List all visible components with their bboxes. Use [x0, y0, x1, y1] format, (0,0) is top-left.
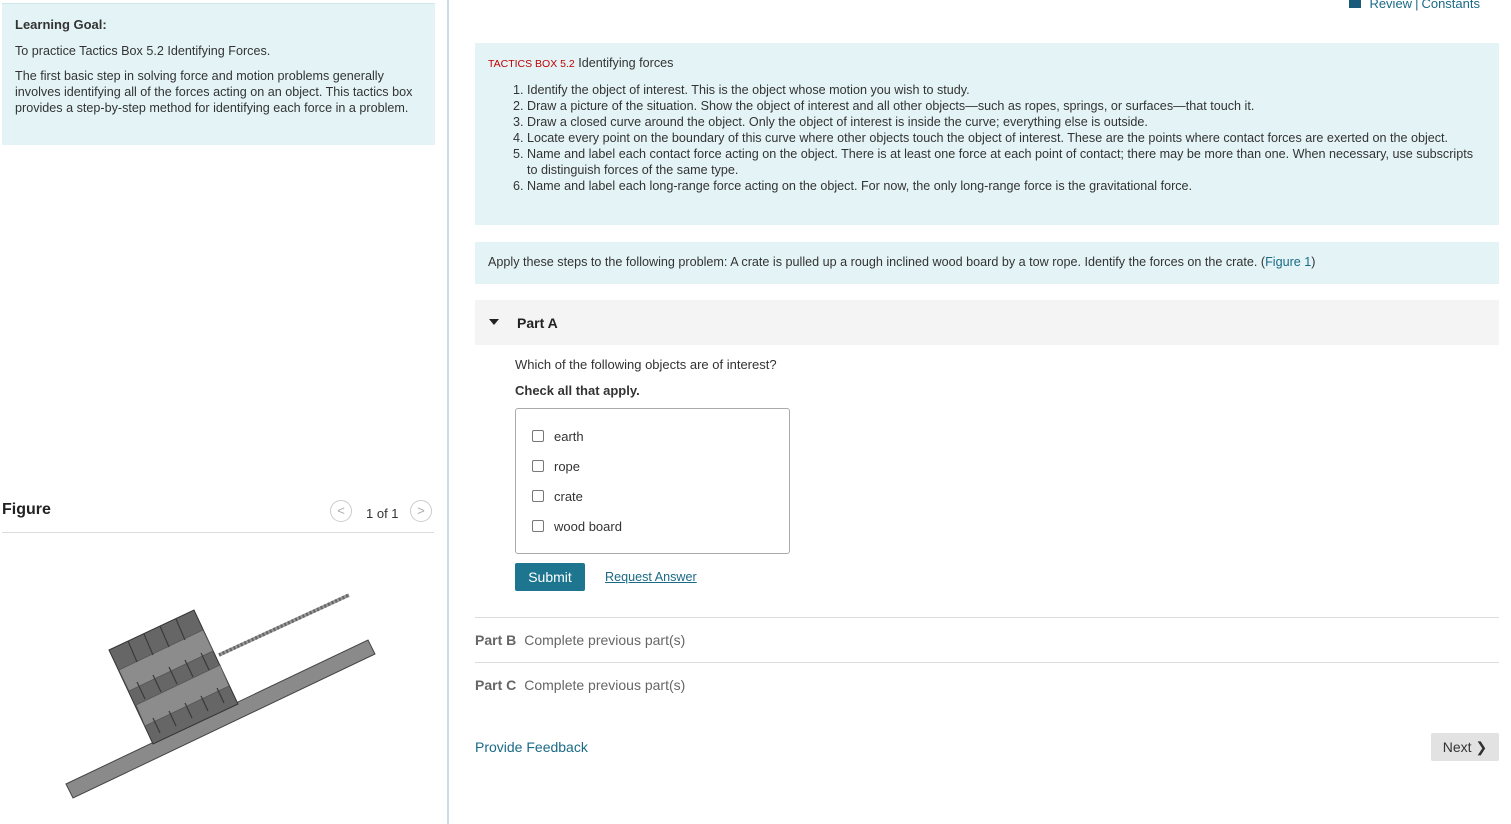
request-answer-link[interactable]: Request Answer [605, 570, 697, 584]
option-crate[interactable] [532, 486, 583, 506]
divider [475, 662, 1499, 663]
left-panel [0, 0, 447, 824]
part-a-header[interactable] [475, 300, 1499, 345]
figure-title: Figure [2, 501, 51, 518]
part-b-row [475, 632, 685, 648]
part-a-question: Which of the following objects are of interest? [515, 357, 777, 372]
column-divider [447, 0, 449, 824]
option-label: rope [554, 458, 581, 474]
part-b-label: Part B [475, 632, 517, 648]
part-c-label: Part C [475, 677, 517, 693]
provide-feedback-link[interactable]: Provide Feedback [475, 739, 588, 755]
option-wood-board[interactable] [532, 516, 622, 536]
chevron-right-icon: ❯ [1475, 739, 1488, 755]
answer-options [515, 408, 790, 554]
tactics-step: 3. Draw a closed curve around the object. Only the object of interest is inside the curve; everything else is outside. [527, 114, 1486, 130]
tactics-box-title: Identifying forces [578, 56, 674, 70]
constants-link[interactable]: Constants [1421, 0, 1480, 11]
figure-next-button[interactable]: > [410, 500, 432, 522]
part-a-instruction: Check all that apply. [515, 383, 640, 398]
book-icon [1349, 0, 1361, 8]
part-c-row [475, 677, 685, 693]
next-label: Next [1442, 739, 1472, 755]
checkbox[interactable] [532, 430, 544, 442]
problem-text: Apply these steps to the following problem: A crate is pulled up a rough inclined wood board by a tow rope. Identify the forces on the crate. ( [488, 255, 1266, 269]
figure-counter: 1 of 1 [366, 506, 399, 521]
figure-link[interactable]: Figure 1 [1265, 255, 1312, 269]
next-button[interactable] [1431, 733, 1499, 761]
resource-links [1349, 0, 1480, 11]
tactics-box-label: TACTICS BOX 5.2 [488, 58, 575, 70]
option-label: wood board [554, 518, 622, 534]
learning-goal-title: Learning Goal: [15, 17, 107, 32]
part-a-title: Part A [517, 315, 558, 331]
tactics-step: 2. Draw a picture of the situation. Show the object of interest and all other objects—such as ropes, springs, or surfaces—that touch it. [527, 98, 1486, 114]
wood-board [66, 640, 375, 798]
learning-goal-intro: To practice Tactics Box 5.2 Identifying Forces. [15, 44, 271, 58]
review-link[interactable]: Review [1369, 0, 1413, 11]
tow-rope [219, 595, 349, 655]
tactics-step: 1. Identify the object of interest. This is the object whose motion you wish to study. [527, 82, 1486, 98]
option-earth[interactable] [532, 426, 584, 446]
tactics-step: 5. Name and label each contact force acting on the object. There is at least one force at each point of contact; there may be more than one. When necessary, use subscripts to distinguish forces of the same type. [527, 146, 1486, 178]
option-rope[interactable] [532, 456, 580, 476]
option-label: crate [554, 488, 583, 504]
caret-down-icon[interactable] [489, 319, 499, 325]
tactics-box [475, 43, 1499, 225]
figure-prev-button[interactable]: < [330, 500, 352, 522]
learning-goal-description: The first basic step in solving force and motion problems generally involves identifying all of the forces acting on an object. This tactics box provides a step-by-step method for identifying each force in a problem. [15, 69, 413, 115]
divider [475, 617, 1499, 618]
part-b-status: Complete previous part(s) [524, 632, 686, 648]
link-separator: | [1415, 0, 1419, 11]
problem-statement [475, 242, 1499, 284]
figure-image-crate-incline [0, 560, 445, 820]
checkbox[interactable] [532, 490, 544, 502]
option-label: earth [554, 428, 584, 444]
figure-header [2, 498, 434, 533]
problem-close-paren: ) [1311, 255, 1316, 269]
checkbox[interactable] [532, 520, 544, 532]
learning-goal-box [2, 3, 435, 145]
tactics-step: 6. Name and label each long-range force acting on the object. For now, the only long-range force is the gravitational force. [527, 178, 1486, 194]
tactics-steps-list [488, 82, 1486, 194]
checkbox[interactable] [532, 460, 544, 472]
part-c-status: Complete previous part(s) [524, 677, 686, 693]
submit-button[interactable]: Submit [515, 563, 585, 591]
tactics-step: 4. Locate every point on the boundary of this curve where other objects touch the object of interest. These are the points where contact forces are exerted on the object. [527, 130, 1486, 146]
